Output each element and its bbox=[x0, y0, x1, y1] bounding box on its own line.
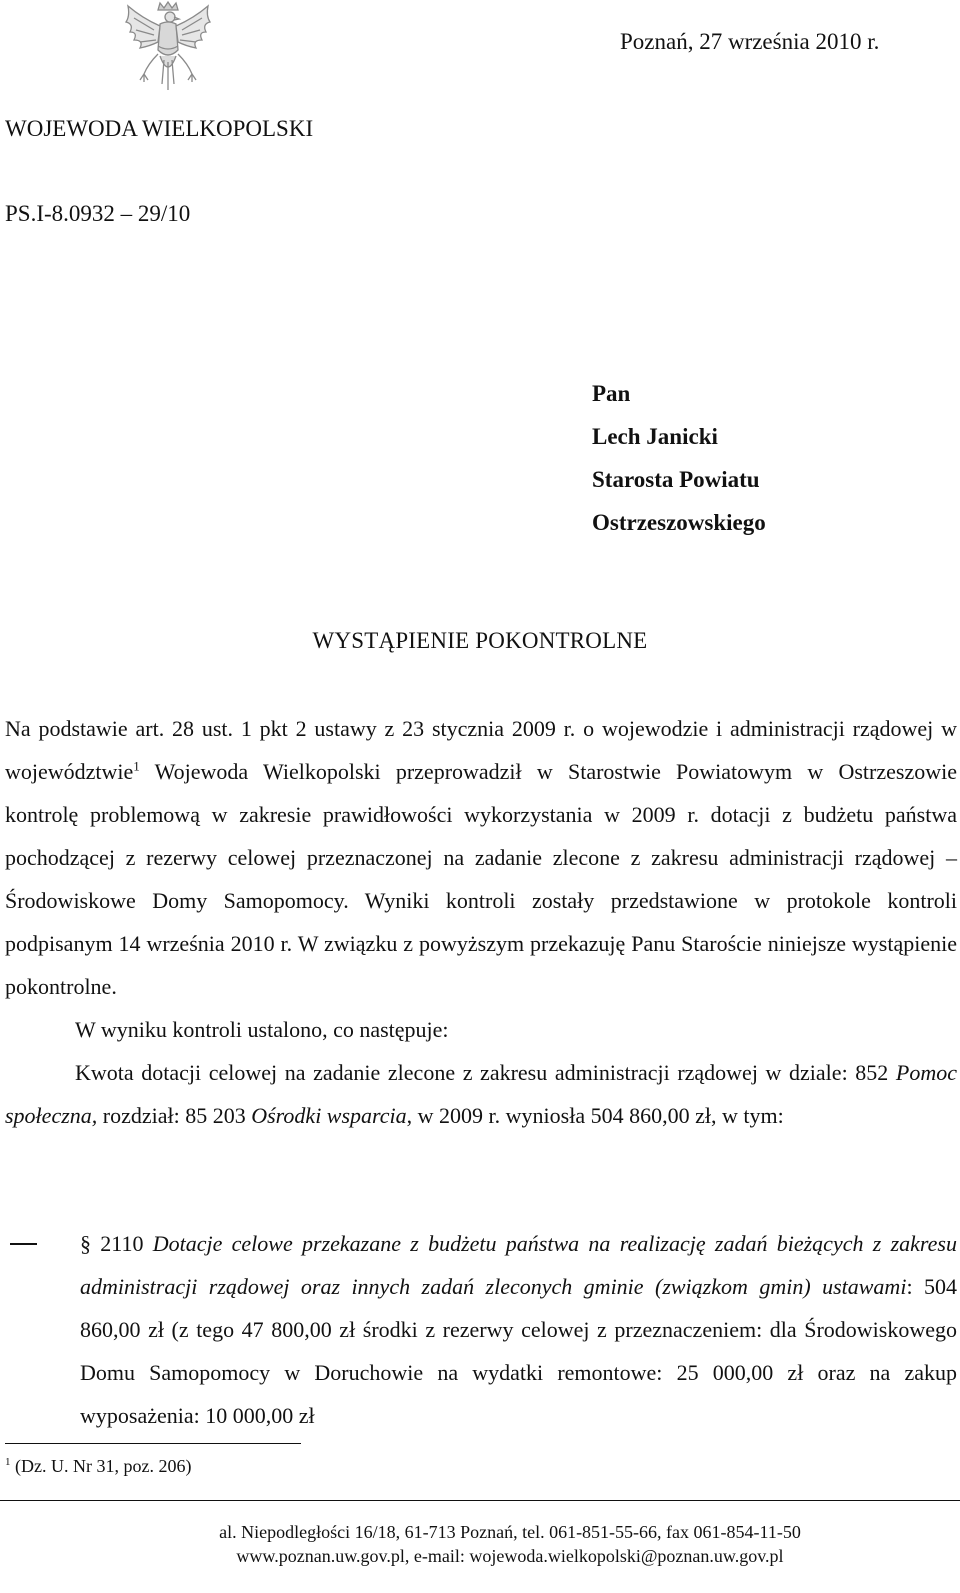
footnote-reference: 1 bbox=[133, 758, 140, 774]
intro-text-b: Wojewoda Wielkopolski przeprowadził w Starostwie Powiatowym w Ostrzeszowie kontrolę problemową w zakresie prawidłowości wykorzystania w 2009 r. dotacji z budżetu państwa pochodzącej z rezerwy celowej przeznaczonej na zadanie zlecone z zakresu administracji rządowej – Środowiskowe Domy Samopomocy. Wyniki kontroli zostały przedstawione w protokole kontroli podpisanym 14 września 2010 r. W związku z powyższym przekazuję Panu Staroście niniejsze wystąpienie pokontrolne. bbox=[5, 759, 957, 999]
footnote-mark: 1 bbox=[5, 1456, 11, 1468]
place-and-date: Poznań, 27 września 2010 r. bbox=[620, 29, 880, 54]
recipient-line: Pan bbox=[592, 381, 631, 406]
recipient-block bbox=[592, 372, 766, 544]
footer bbox=[0, 1520, 960, 1568]
item-text-b: : 504 860,00 zł (z tego 47 800,00 zł środki z rezerwy celowej z przeznaczeniem: dla Środowiskowego Domu Samopomocy w Doruchowie na wydatki remontowe: 25 000,00 zł oraz na zakup wyposażenia: 10 000,00 zł bbox=[80, 1274, 957, 1428]
paragraph-findings-intro: W wyniku kontroli ustalono, co następuje: bbox=[75, 1017, 449, 1042]
subsidy-section-name: Pomoc społeczna, bbox=[5, 1060, 957, 1128]
recipient-line: Lech Janicki bbox=[592, 424, 718, 449]
subsidy-text-c: , w 2009 r. wyniosła 504 860,00 zł, w tym: bbox=[406, 1103, 784, 1128]
footer-contact: www.poznan.uw.gov.pl, e-mail: wojewoda.wielkopolski@poznan.uw.gov.pl bbox=[236, 1546, 784, 1566]
footnote-divider bbox=[5, 1443, 301, 1444]
footer-address: al. Niepodległości 16/18, 61-713 Poznań, tel. 061-851-55-66, fax 061-854-11-50 bbox=[219, 1522, 801, 1542]
item-text-a: § 2110 bbox=[80, 1231, 153, 1256]
reference-number: PS.I-8.0932 – 29/10 bbox=[5, 201, 191, 226]
intro-text-a: Na podstawie art. 28 ust. 1 pkt 2 ustawy z 23 stycznia 2009 r. o wojewodzie i administracji rządowej w województwie bbox=[5, 716, 957, 784]
subsidy-text-b: rozdział: 85 203 bbox=[97, 1103, 252, 1128]
paragraph-intro bbox=[5, 707, 957, 1008]
polish-eagle-emblem-icon bbox=[120, 0, 216, 104]
recipient-line: Starosta Powiatu bbox=[592, 467, 760, 492]
paragraph-subsidy-amount bbox=[5, 1051, 957, 1137]
item-italic-text: Dotacje celowe przekazane z budżetu państwa na realizację zadań bieżących z zakresu administracji rządowej oraz innych zadań zleconych gminie (związkom gmin) ustawami bbox=[80, 1231, 957, 1299]
recipient-line: Ostrzeszowskiego bbox=[592, 510, 766, 535]
document-title: WYSTĄPIENIE POKONTROLNE bbox=[312, 628, 648, 653]
footnote bbox=[5, 1456, 191, 1477]
subsidy-chapter-name: Ośrodki wsparcia bbox=[251, 1103, 407, 1128]
list-item bbox=[5, 1222, 957, 1437]
footnote-text: (Dz. U. Nr 31, poz. 206) bbox=[10, 1456, 192, 1476]
list-item-text bbox=[80, 1222, 957, 1437]
subsidy-text-a: Kwota dotacji celowej na zadanie zlecone z zakresu administracji rządowej w dziale: 852 bbox=[75, 1060, 896, 1085]
footer-divider bbox=[0, 1500, 960, 1501]
issuer-name: WOJEWODA WIELKOPOLSKI bbox=[5, 116, 314, 141]
letter-body bbox=[5, 707, 957, 1137]
dash-bullet bbox=[5, 1222, 45, 1265]
